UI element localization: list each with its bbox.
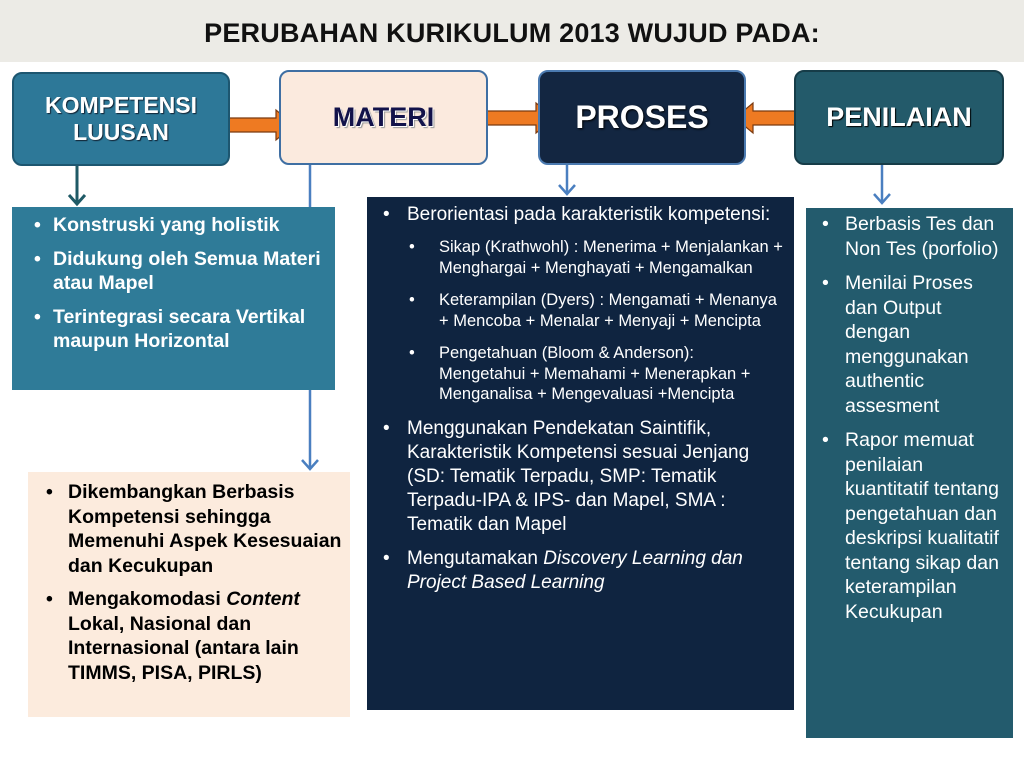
list-item: • Dikembangkan Berbasis Kompetensi sehingga Memenuhi Aspek Kesesuaian dan Kecukupan [38,480,344,578]
box-kompetensi-luusan [12,72,230,166]
arrow-penilaian-down [874,160,890,203]
list-item [375,203,784,405]
list-item [38,587,344,685]
materi-item2-pre: Mengakomodasi [68,588,227,610]
box-proses [538,70,746,165]
proses-item3-pre: Mengutamakan [407,547,544,569]
sub-list-item: • Keterampilan (Dyers) : Mengamati + Menanya + Mencoba + Menalar + Menyaji + Mencipta [407,290,784,331]
box-kompetensi-line2: LUUSAN [73,119,169,145]
list-item: • Berbasis Tes dan Non Tes (porfolio) [812,212,1009,261]
sub-list-item: • Pengetahuan (Bloom & Anderson): Mengetahui + Memahami + Menerapkan + Menganalisa + Mengevaluasi +Mencipta [407,343,784,405]
page-title: PERUBAHAN KURIKULUM 2013 WUJUD PADA: [204,18,820,48]
box-kompetensi-line1: KOMPETENSI [44,92,198,118]
proses-item3-em: Discovery Learning dan Project Based Learning [407,547,743,593]
panel-proses [367,197,794,710]
list-item: • Rapor memuat penilaian kuantitatif tentang pengetahuan dan deskripsi kualitatif tentang sikap dan keterampilan Kecukupan [812,428,1009,624]
panel-penilaian [806,208,1013,738]
list-item: • Konstruski yang holistik [26,213,325,237]
list-item: • Menggunakan Pendekatan Saintifik, Karakteristik Kompetensi sesuai Jenjang (SD: Tematik Terpadu, SMP: Tematik Terpadu-IPA & IPS- dan Mapel, SMA : Tematik dan Mapel [375,417,784,537]
materi-item2-post: Lokal, Nasional dan Internasional (antara lain TIMMS, PISA, PIRLS) [68,612,299,684]
list-item: • Menilai Proses dan Output dengan menggunakan authentic assesment [812,271,1009,418]
proses-item1: Berorientasi pada karakteristik kompetensi: [407,204,771,225]
box-penilaian [794,70,1004,165]
list-item: • Terintegrasi secara Vertikal maupun Horizontal [26,305,325,353]
list-item [375,547,784,595]
list-item: • Didukung oleh Semua Materi atau Mapel [26,247,325,295]
proses-sublist [407,237,784,405]
box-penilaian-label: PENILAIAN [826,102,972,132]
arrow-kompetensi-down [69,166,85,204]
materi-item2-em: Content [226,588,300,610]
panel-kompetensi-luusan [12,207,335,390]
box-materi-label: MATERI [332,102,435,132]
box-proses-label: PROSES [575,99,709,135]
panel-materi [28,472,350,717]
sub-list-item: • Sikap (Krathwohl) : Menerima + Menjalankan + Menghargai + Menghayati + Mengamalkan [407,237,784,278]
box-materi [279,70,488,165]
